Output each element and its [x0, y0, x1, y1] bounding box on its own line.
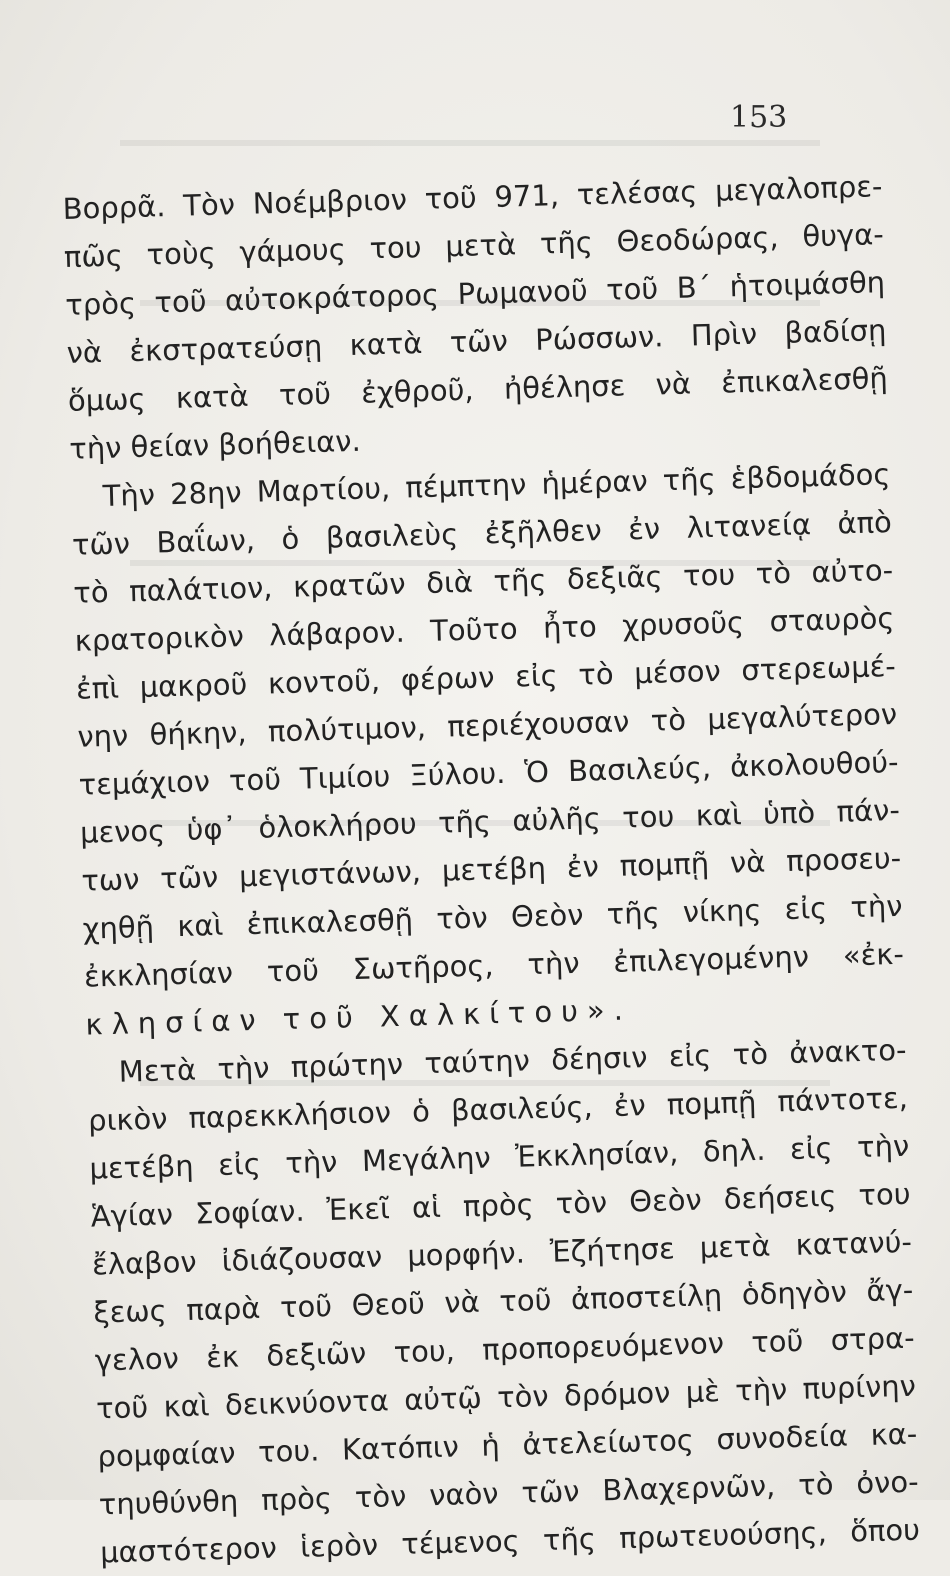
- text-line: ὅμως κατὰ τοῦ ἐχθροῦ, ἠθέλησε νὰ ἐπικαλεσθῇ: [67, 361, 889, 418]
- text-line: μαστότερον ἱερὸν τέμενος τῆς πρωτευούσης, ὅπου: [99, 1512, 921, 1570]
- text-line: χηθῇ καὶ ἐπικαλεσθῇ τὸν Θεὸν τῆς νίκης εἰς τὴν: [82, 888, 903, 946]
- text-line: Βορρᾶ. Τὸν Νοέμβριον τοῦ 971, τελέσας μεγαλοπρε-: [62, 169, 883, 226]
- text-line: ἔλαβον ἰδιάζουσαν μορφήν. Ἐζήτησε μετὰ κατανύ-: [91, 1224, 913, 1282]
- text-line: Μετὰ τὴν πρώτην ταύτην δέησιν εἰς τὸ ἀνακτο-: [118, 1032, 907, 1089]
- text-line: τρὸς τοῦ αὐτοκράτορος Ρωμανοῦ τοῦ Β΄ ἡτοιμάσθη: [64, 265, 886, 322]
- text-line: γελον ἐκ δεξιῶν του, προπορευόμενον τοῦ στρα-: [94, 1320, 915, 1378]
- text-line: πῶς τοὺς γάμους του μετὰ τῆς Θεοδώρας, θυγα-: [63, 217, 885, 274]
- text-line: τεμάχιον τοῦ Τιμίου Ξύλου. Ὁ Βασιλεύς, ἀκολουθού-: [78, 744, 899, 802]
- page-number: 153: [730, 100, 788, 135]
- text-line: νην θήκην, πολύτιμον, περιέχουσαν τὸ μεγαλύτερον: [76, 696, 898, 754]
- body-text: [62, 162, 921, 1576]
- text-line: τοῦ καὶ δεικνύοντα αὐτῷ τὸν δρόμον μὲ τὴν πυρίνην: [95, 1368, 917, 1426]
- text-line: τῶν Βαΐων, ὁ βασιλεὺς ἐξῆλθεν ἐν λιτανείᾳ ἀπὸ: [71, 504, 893, 562]
- text-line: νὰ ἐκστρατεύσῃ κατὰ τῶν Ρώσσων. Πρὶν βαδίσῃ: [66, 313, 887, 370]
- text-line: Ἁγίαν Σοφίαν. Ἐκεῖ αἱ πρὸς τὸν Θεὸν δεήσεις του: [90, 1176, 911, 1234]
- text-line: ρομφαίαν του. Κατόπιν ἡ ἀτελείωτος συνοδεία κα-: [97, 1416, 918, 1474]
- text-line: ξεως παρὰ τοῦ Θεοῦ νὰ τοῦ ἀποστείλῃ ὁδηγὸν ἄγ-: [93, 1272, 914, 1330]
- text-line: ἐπὶ μακροῦ κοντοῦ, φέρων εἰς τὸ μέσον στερεωμέ-: [75, 648, 897, 706]
- text-line: ἐκκλησίαν τοῦ Σωτῆρος, τὴν ἐπιλεγομένην «ἐκ-: [83, 936, 905, 994]
- text-line: τηυθύνθη πρὸς τὸν ναὸν τῶν Βλαχερνῶν, τὸ ὀνο-: [98, 1464, 920, 1522]
- text-line: ρικὸν παρεκκλήσιον ὁ βασιλεύς, ἐν πομπῇ πάντοτε,: [87, 1080, 909, 1138]
- text-line: κρατορικὸν λάβαρον. Τοῦτο ἦτο χρυσοῦς σταυρὸς: [74, 600, 895, 658]
- text-line: τὴν θείαν βοήθειαν.: [68, 423, 362, 466]
- text-line: μετέβη εἰς τὴν Μεγάλην Ἐκκλησίαν, δηλ. εἰς τὴν: [89, 1128, 910, 1186]
- text-line: τὸ παλάτιον, κρατῶν διὰ τῆς δεξιᾶς του τὸ αὐτο-: [72, 552, 894, 610]
- text-line: μενος ὑφ᾽ ὁλοκλήρου τῆς αὐλῆς του καὶ ὑπὸ πάν-: [79, 792, 901, 850]
- text-line: των τῶν μεγιστάνων, μετέβη ἐν πομπῇ νὰ προσευ-: [80, 840, 902, 898]
- text-line: κλησίαν τοῦ Χαλκίτου».: [84, 992, 633, 1042]
- text-line: Τὴν 28ην Μαρτίου, πέμπτην ἡμέραν τῆς ἑβδομάδος: [102, 456, 891, 513]
